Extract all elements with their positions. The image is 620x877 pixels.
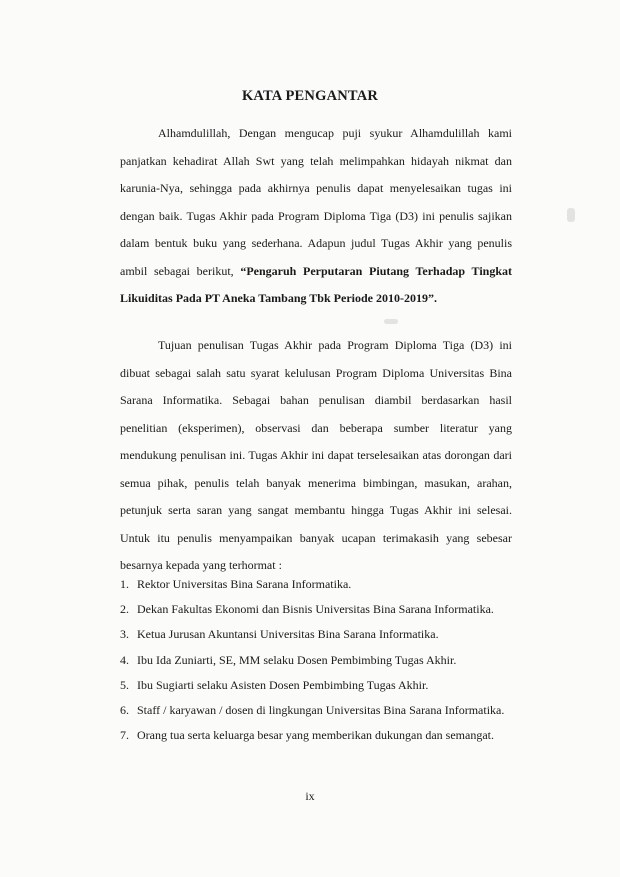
list-item: 1. Rektor Universitas Bina Sarana Informatika. [120, 577, 352, 591]
purpose-text: Tujuan penulisan Tugas Akhir pada Program Diploma Tiga (D3) ini dibuat sebagai salah satu syarat kelulusan Program Diploma Universitas Bina Sarana Informatika. Sebagai bahan penulisan diambil berdasarkan hasil penelitian (eksperimen), observasi dan beberapa sumber literatur yang mendukung penulisan ini. Tugas Akhir ini dapat terselesaikan atas dorongan dari semua pihak, penulis telah banyak menerima bimbingan, masukan, arahan, petunjuk serta saran yang sangat membantu hingga Tugas Akhir ini selesai. Untuk itu penulis menyampaikan banyak ucapan terimakasih yang sebesar besarnya kepada yang terhormat : [120, 338, 512, 572]
list-item: 4. Ibu Ida Zuniarti, SE, MM selaku Dosen Pembimbing Tugas Akhir. [120, 652, 457, 667]
intro-text: Alhamdulillah, Dengan mengucap puji syukur Alhamdulillah kami panjatkan kehadirat Allah Swt yang telah melimpahkan hidayah nikmat dan karunia-Nya, sehingga pada akhirnya penulis dapat menyelesaikan tugas ini dengan baik. Tugas Akhir pada Program Diploma Tiga (D3) ini penulis sajikan dalam bentuk buku yang sederhana. Adapun judul Tugas Akhir yang penulis ambil sebagai berikut, [120, 126, 512, 278]
purpose-paragraph [120, 332, 512, 580]
list-item: 3. Ketua Jurusan Akuntansi Universitas Bina Sarana Informatika. [120, 627, 439, 642]
thesis-title: “Pengaruh Perputaran Piutang Terhadap Tingkat Likuiditas Pada PT Aneka Tambang Tbk Periode 2010-2019”. [120, 263, 512, 305]
scan-artifact [567, 208, 575, 222]
list-item: 7. Orang tua serta keluarga besar yang memberikan dukungan dan semangat. [120, 728, 494, 743]
page-title: KATA PENGANTAR [241, 88, 379, 104]
intro-paragraph [120, 120, 512, 313]
page-number: ix [305, 789, 315, 803]
acknowledgement-list [120, 572, 540, 748]
list-item: 2. Dekan Fakultas Ekonomi dan Bisnis Universitas Bina Sarana Informatika. [120, 602, 494, 617]
scan-artifact [384, 319, 398, 324]
list-item: 5. Ibu Sugiarti selaku Asisten Dosen Pembimbing Tugas Akhir. [120, 677, 429, 692]
list-item: 6. Staff / karyawan / dosen di lingkungan Universitas Bina Sarana Informatika. [120, 703, 505, 718]
